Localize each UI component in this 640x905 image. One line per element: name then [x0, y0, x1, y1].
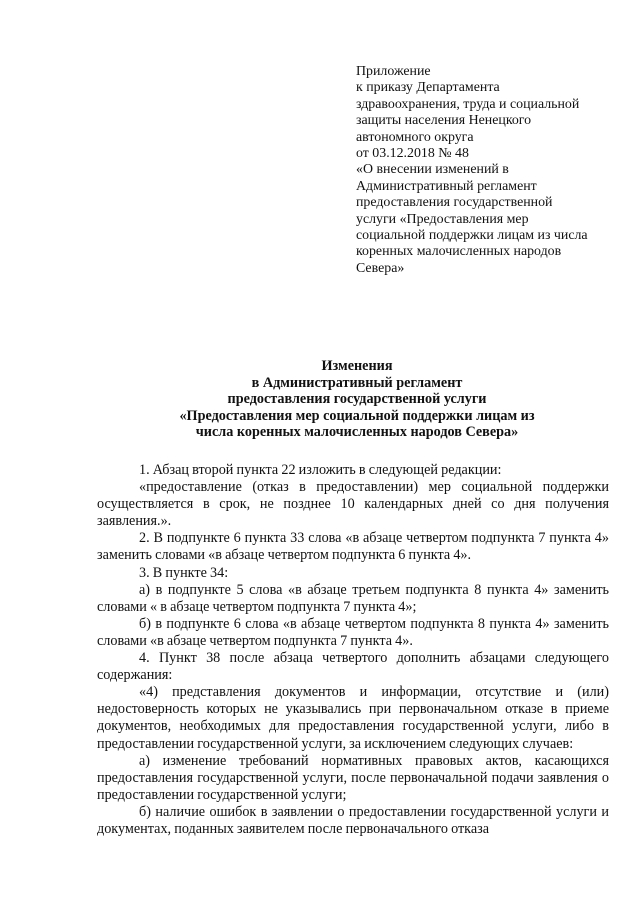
appendix-line: Административный регламент — [356, 178, 537, 194]
appendix-line: «О внесении изменений в — [356, 162, 509, 178]
appendix-line: услуги «Предоставления мер — [356, 211, 529, 227]
body-paragraph: 1. Абзац второй пункта 22 изложить в следующей редакции: — [139, 462, 502, 478]
title-line: «Предоставления мер социальной поддержки лицам из — [179, 407, 535, 424]
body-paragraph: 2. В подпункте 6 пункта 33 слова «в абзаце четвертом подпункта 7 пункта 4» заменить словами «в абзаце четвертом подпункта 6 пункта 4». — [97, 530, 609, 564]
body-paragraph: 3. В пункте 34: — [139, 564, 229, 581]
appendix-line: предоставления государственной — [356, 195, 553, 211]
document-body — [97, 462, 609, 838]
title-line: в Административный регламент — [251, 374, 463, 391]
appendix-line: от 03.12.2018 № 48 — [356, 146, 469, 162]
body-paragraph: 4. Пункт 38 после абзаца четвертого дополнить абзацами следующего содержания: — [97, 650, 609, 684]
body-paragraph: а) изменение требований нормативных правовых актов, касающихся предоставления государственной услуги, после первоначальной подачи заявления о предоставлении государственной услуги; — [97, 752, 609, 803]
appendix-line: здравоохранения, труда и социальной — [356, 96, 580, 112]
appendix-line: коренных малочисленных народов — [356, 244, 562, 260]
body-paragraph: б) наличие ошибок в заявлении о предоставлении государственной услуги и документах, поданных заявителем после первоначального отказа — [97, 803, 609, 837]
appendix-line: Приложение — [356, 64, 431, 79]
appendix-header — [356, 64, 616, 277]
appendix-line: к приказу Департамента — [356, 80, 500, 96]
body-paragraph: «4) представления документов и информации, отсутствие и (или) недостоверность которых не указывались при первоначальном отказе в приеме документов, необходимых для предоставления государственной услуги, либо в предоставлении государственной услуги, за исключением следующих случаев: — [97, 684, 609, 752]
body-paragraph: а) в подпункте 5 слова «в абзаце третьем подпункта 8 пункта 4» заменить словами « в абзаце четвертом подпункта 7 пункта 4»; — [97, 581, 609, 615]
appendix-line: Севера» — [356, 260, 405, 276]
document-title — [100, 358, 614, 441]
appendix-line: социальной поддержки лицам из числа — [356, 228, 588, 244]
appendix-line: защиты населения Ненецкого — [356, 113, 532, 129]
appendix-line: автономного округа — [356, 129, 474, 145]
title-line: Изменения — [321, 358, 393, 374]
title-line: числа коренных малочисленных народов Севера» — [195, 424, 519, 441]
body-paragraph: «предоставление (отказ в предоставлении) мер социальной поддержки осуществляется в срок, не позднее 10 календарных дней со дня получения заявления.». — [97, 479, 609, 530]
title-line: предоставления государственной услуги — [227, 391, 487, 408]
body-paragraph: б) в подпункте 6 слова «в абзаце четвертом подпункта 8 пункта 4» заменить словами «в абзаце четвертом подпункта 7 пункта 4». — [97, 615, 609, 649]
